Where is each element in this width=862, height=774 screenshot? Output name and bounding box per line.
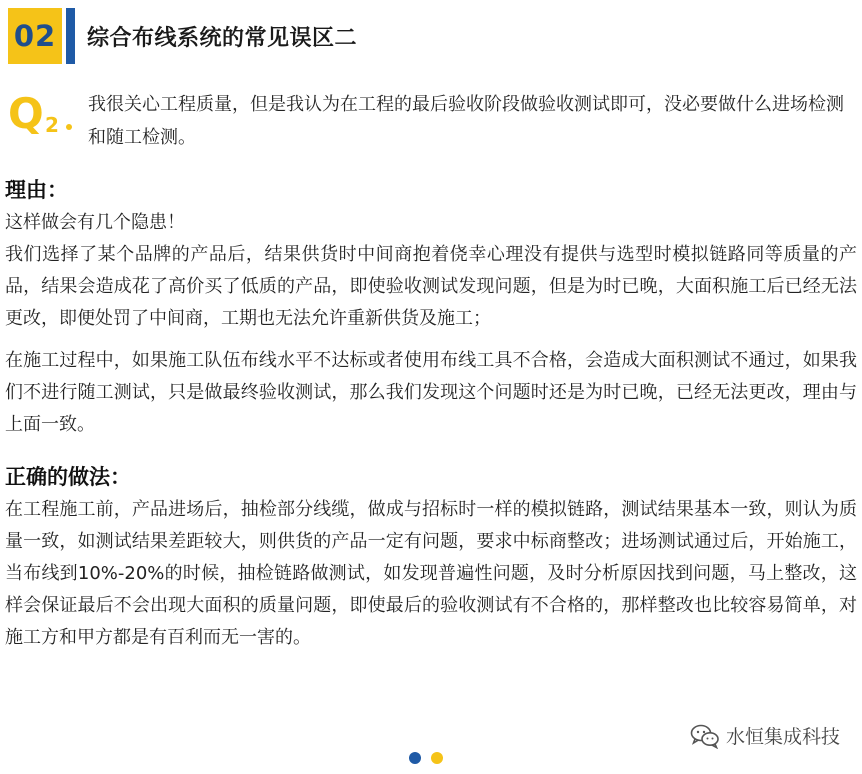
section-number-badge xyxy=(8,8,62,64)
q-icon-number: 2 xyxy=(45,113,59,137)
q2-icon xyxy=(8,90,78,138)
correct-heading: 正确的做法： xyxy=(5,465,131,489)
source-name: 水恒集成科技 xyxy=(725,726,840,748)
page-dot-1[interactable] xyxy=(409,752,421,764)
section-header xyxy=(8,8,357,64)
page-indicator xyxy=(409,752,453,764)
source-footer xyxy=(690,722,840,749)
reason-line-1: 这样做会有几个隐患！ xyxy=(5,212,185,233)
reason-heading: 理由： xyxy=(5,178,68,202)
section-title: 综合布线系统的常见误区二 xyxy=(87,25,358,51)
page-dot-2[interactable] xyxy=(431,752,443,764)
reason-line-2: 我们选择了某个品牌的产品后，结果供货时中间商抱着侥幸心理没有提供与选型时模拟链路同等质量的产品，结果会造成花了高价买了低质的产品，即使验收测试发现问题，但是为时已晚，大面积施工后已经无法更改，即便处罚了中间商，工期也无法允许重新供货及施工； xyxy=(5,244,857,329)
q-icon-letter: Q xyxy=(8,90,44,138)
question-text: 我很关心工程质量，但是我认为在工程的最后验收阶段做验收测试即可，没必要做什么进场检测和随工检测。 xyxy=(88,94,844,148)
reason-line-3: 在施工过程中，如果施工队伍布线水平不达标或者使用布线工具不合格，会造成大面积测试不通过，如果我们不进行随工测试，只是做最终验收测试，那么我们发现这个问题时还是为时已晚，已经无法更改，理由与上面一致。 xyxy=(5,350,857,435)
accent-bar xyxy=(66,8,75,64)
correct-text: 在工程施工前，产品进场后，抽检部分线缆，做成与招标时一样的模拟链路，测试结果基本一致，则认为质量一致，如测试结果差距较大，则供货的产品一定有问题，要求中标商整改；进场测试通过后，开始施工，当布线到10%-20%的时候，抽检链路做测试，如发现普遍性问题，及时分析原因找到问题，马上整改，这样会保证最后不会出现大面积的质量问题，即使最后的验收测试有不合格的，那样整改也比较容易简单，对施工方和甲方都是有百利而无一害的。 xyxy=(5,499,857,648)
wechat-icon xyxy=(690,723,720,749)
section-number: 02 xyxy=(13,19,57,53)
